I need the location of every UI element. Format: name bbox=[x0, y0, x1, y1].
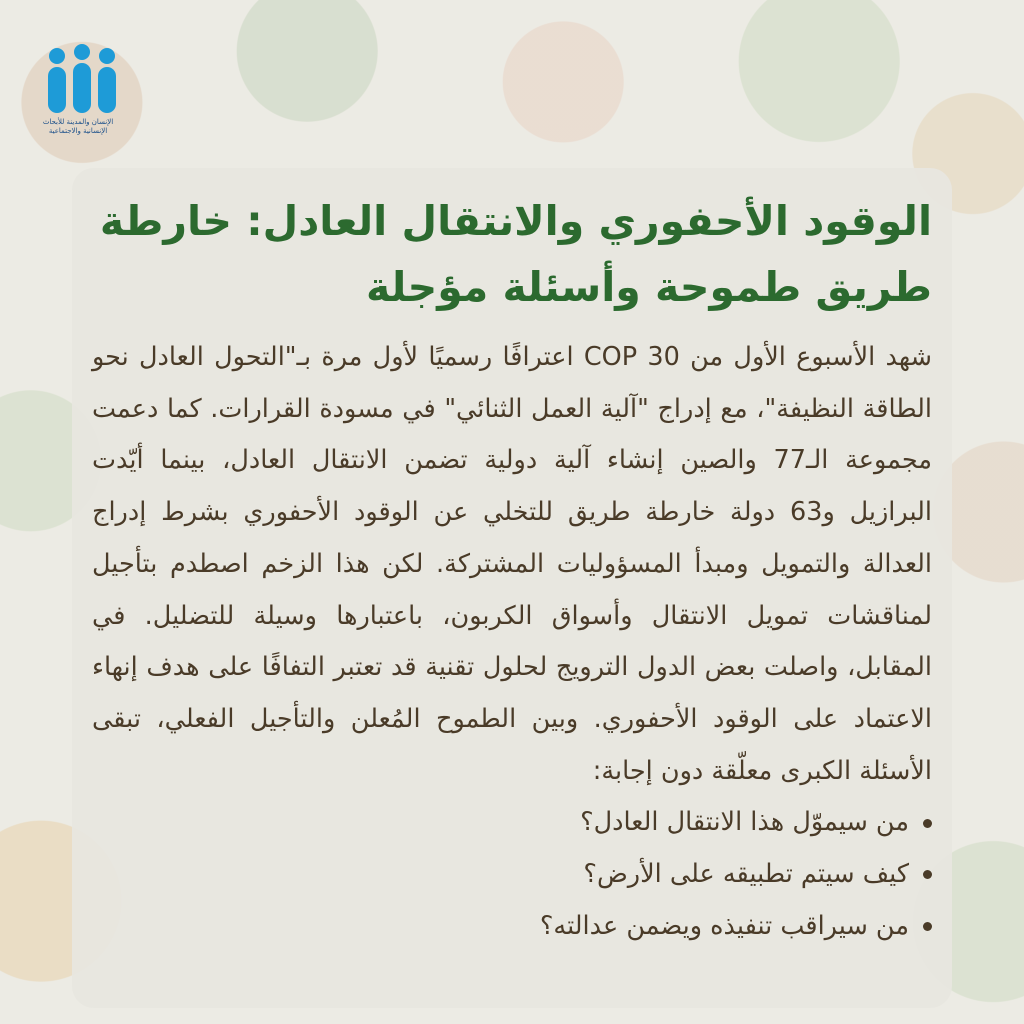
logo-text: الإنسان والمدينة للأبحاث الإنسانية والاجتماعية bbox=[42, 118, 114, 135]
body-paragraph: شهد الأسبوع الأول من COP 30 اعترافًا رسميًا لأول مرة بـ"التحول العادل نحو الطاقة النظيفة"، مع إدراج "آلية العمل الثنائي" في مسودة القرارات. كما دعمت مجموعة الـ77 والصين إنشاء آلية دولية تضمن الانتقال العادل، بينما أيّدت البرازيل و63 دولة خارطة طريق للتخلي عن الوقود الأحفوري بشرط إدراج العدالة والتمويل ومبدأ المسؤوليات المشتركة. لكن هذا الزخم اصطدم بتأجيل لمناقشات تمويل الانتقال وأسواق الكربون، باعتبارها وسيلة للتضليل. في المقابل، واصلت بعض الدول الترويج لحلول تقنية قد تعتبر التفافًا على هدف إنهاء الاعتماد على الوقود الأحفوري. وبين الطموح المُعلن والتأجيل الفعلي، تبقى الأسئلة الكبرى معلّقة دون إجابة: bbox=[92, 342, 932, 786]
questions-list bbox=[92, 797, 932, 952]
list-item bbox=[92, 901, 932, 953]
question-text: من سيراقب تنفيذه ويضمن عدالته؟ bbox=[539, 910, 909, 941]
bullet-icon bbox=[923, 870, 932, 879]
page-title: الوقود الأحفوري والانتقال العادل: خارطة طريق طموحة وأسئلة مؤجلة bbox=[99, 197, 932, 311]
list-item bbox=[92, 849, 932, 901]
question-text: من سيموّل هذا الانتقال العادل؟ bbox=[580, 807, 909, 838]
question-text: كيف سيتم تطبيقه على الأرض؟ bbox=[583, 859, 909, 890]
bullet-icon bbox=[923, 922, 932, 931]
bullet-icon bbox=[923, 819, 932, 828]
list-item bbox=[92, 797, 932, 849]
article bbox=[92, 188, 932, 952]
